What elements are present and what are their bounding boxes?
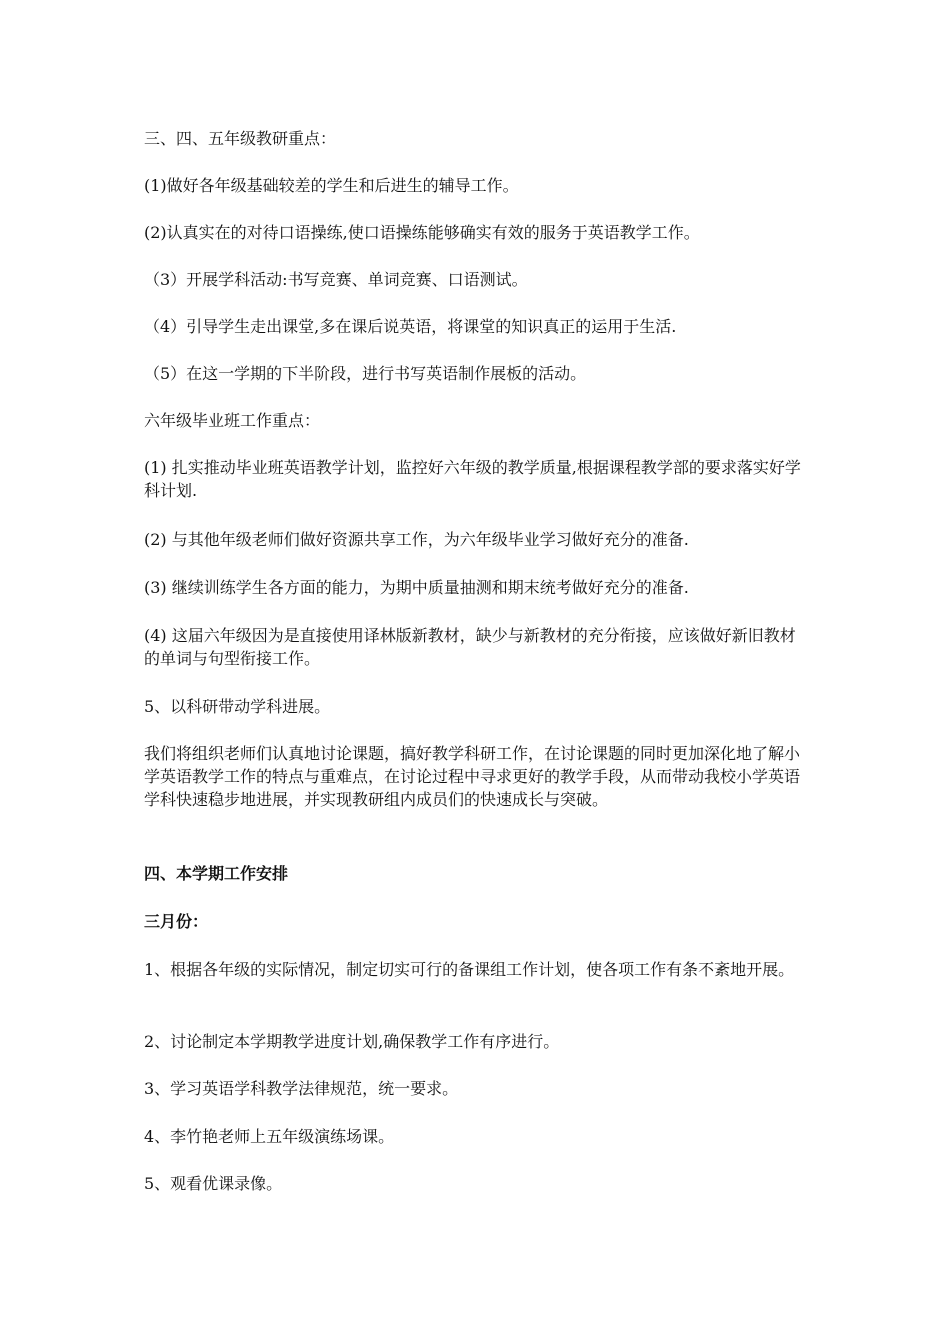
list-item: 5、观看优课录像。 (144, 1174, 283, 1193)
list-item: (2)认真实在的对待口语操练,使口语操练能够确实有效的服务于英语教学工作。 (144, 223, 700, 242)
body-paragraph: 我们将组织老师们认真地讨论课题，搞好教学科研工作，在讨论课题的同时更加深化地了解小学英语教学工作的特点与重难点，在讨论过程中寻求更好的教学手段，从而带动我校小学英语学科快速稳步地进展，并实现教研组内成员们的快速成长与突破。 (144, 744, 801, 809)
list-item: 1、根据各年级的实际情况，制定切实可行的备课组工作计划，使各项工作有条不紊地开展。 (144, 960, 795, 979)
list-item: (1)做好各年级基础较差的学生和后进生的辅导工作。 (144, 176, 519, 195)
list-item: (2) 与其他年级老师们做好资源共享工作，为六年级毕业学习做好充分的准备. (144, 530, 689, 549)
list-item: （4）引导学生走出课堂,多在课后说英语，将课堂的知识真正的运用于生活. (144, 317, 677, 336)
list-item: (4) 这届六年级因为是直接使用译林版新教材，缺少与新教材的充分衔接，应该做好新旧教材的单词与句型衔接工作。 (144, 626, 796, 668)
heading-grade-6-focus: 六年级毕业班工作重点： (144, 411, 321, 430)
list-item: （5）在这一学期的下半阶段，进行书写英语制作展板的活动。 (144, 364, 587, 383)
section-heading: 四、本学期工作安排 (144, 864, 289, 883)
heading-grade-3-5-focus: 三、四、五年级教研重点： (144, 129, 337, 148)
list-item: (3) 继续训练学生各方面的能力，为期中质量抽测和期末统考做好充分的准备. (144, 578, 689, 597)
list-item: 5、以科研带动学科进展。 (144, 697, 331, 716)
list-item: 2、讨论制定本学期教学进度计划,确保教学工作有序进行。 (144, 1032, 560, 1051)
list-item: 4、李竹艳老师上五年级演练场课。 (144, 1127, 395, 1146)
list-item: (1) 扎实推动毕业班英语教学计划，监控好六年级的教学质量,根据课程教学部的要求落实好学科计划. (144, 458, 801, 500)
list-item: 3、学习英语学科教学法律规范，统一要求。 (144, 1079, 459, 1098)
subsection-heading: 三月份： (144, 912, 209, 931)
list-item: （3）开展学科活动:书写竞赛、单词竞赛、口语测试。 (144, 270, 528, 289)
